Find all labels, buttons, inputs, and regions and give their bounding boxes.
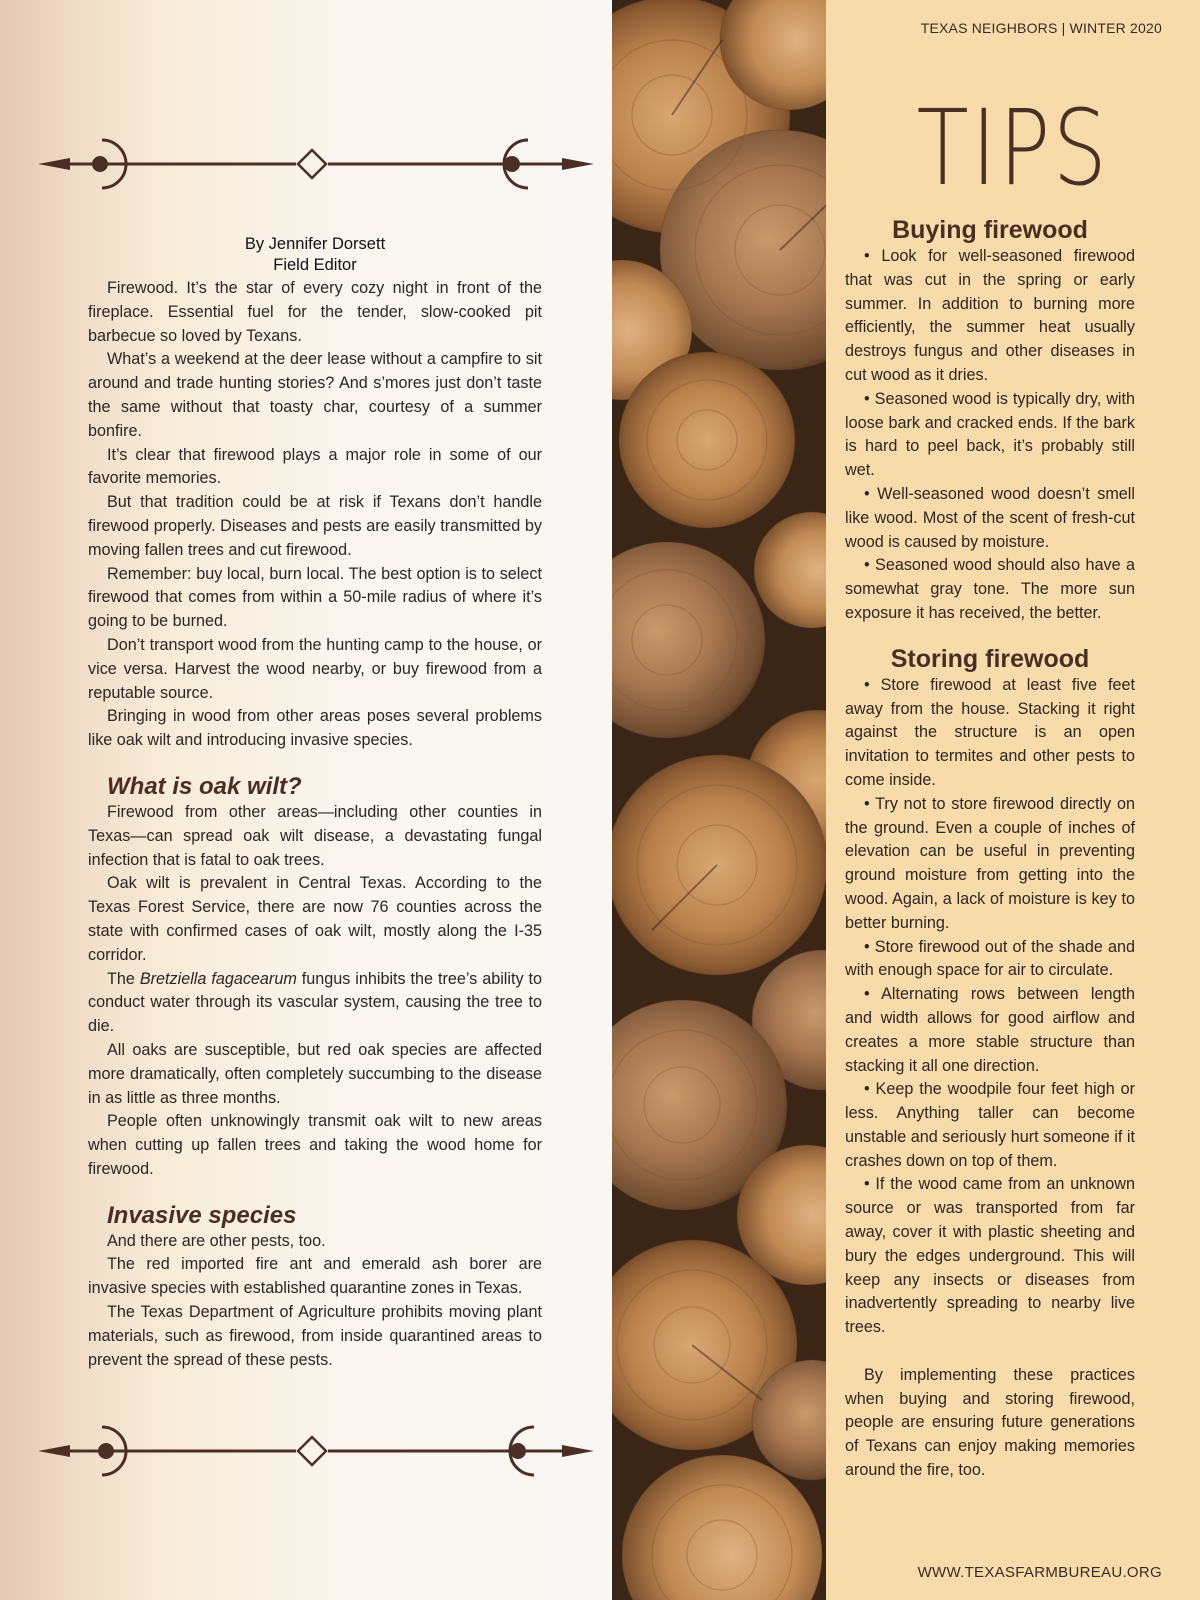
firewood-photo [612,0,826,1600]
tips-heading-storing: Storing firewood [890,644,1090,673]
article-paragraph: It’s clear that firewood plays a major role in some of our favorite memories. [88,445,542,488]
ornamental-divider-bottom [38,1421,594,1481]
tips-title: TIPS [916,87,1110,209]
tip-item: • Store firewood out of the shade and with enough space for air to circulate. [845,937,1135,980]
species-name: Bretziella fagacearum [139,969,297,988]
article-paragraph [88,968,542,1039]
article-paragraph: But that tradition could be at risk if Texans don’t handle firewood properly. Diseases and pests are easily transmitted by moving fallen trees and cut firewood. [88,493,542,559]
section-heading-oak-wilt: What is oak wilt? [107,772,302,800]
tip-item: • Look for well-seasoned firewood that was cut in the spring or early summer. In addition to burning more efficiently, the summer heat usually destroys fungus and other diseases in cut wood as it dries. [845,247,1135,384]
tips-column [826,0,1200,1600]
article-paragraph: Firewood. It’s the star of every cozy night in front of the fireplace. Essential fuel for the tender, slow-cooked pit barbecue so loved by Texans. [88,279,542,345]
tip-item: • Well-seasoned wood doesn’t smell like wood. Most of the scent of fresh-cut wood is caused by moisture. [845,484,1135,551]
article-paragraph: The red imported fire ant and emerald ash borer are invasive species with established quarantine zones in Texas. [88,1255,542,1298]
tips-body [845,215,1135,1483]
issue-masthead: TEXAS NEIGHBORS | WINTER 2020 [920,20,1162,36]
tips-heading-buying: Buying firewood [892,216,1088,244]
tip-item: • Store firewood at least five feet away from the house. Stacking it right against the structure is an open invitation to termites and other pests to come inside. [845,675,1135,789]
article-paragraph: Remember: buy local, burn local. The best option is to select firewood that comes from within a 50-mile radius of where it’s going to be burned. [88,564,542,631]
tip-item: • Seasoned wood should also have a somewhat gray tone. The more sun exposure it has received, the better. [845,556,1135,622]
tip-item: • If the wood came from an unknown source or was transported from far away, cover it with plastic sheeting and bury the edges underground. This will keep any insects or diseases from inadvertently spreading to nearby live trees. [845,1175,1135,1337]
byline [88,234,542,276]
tip-item: • Try not to store firewood directly on the ground. Even a couple of inches of elevation can be useful in preventing ground moisture from getting into the wood. Again, a lack of moisture is key to better burning. [845,794,1135,932]
text-run: The [107,969,140,988]
article-paragraph: Oak wilt is prevalent in Central Texas. According to the Texas Forest Service, there are now 76 counties across the state with confirmed cases of oak wilt, mostly along the I-35 corridor. [88,874,542,964]
article-paragraph: Bringing in wood from other areas poses several problems like oak wilt and introducing invasive species. [88,707,542,750]
article-paragraph: The Texas Department of Agriculture prohibits moving plant materials, such as firewood, from inside quarantined areas to prevent the spread of these pests. [88,1303,542,1369]
stacked-logs-image [612,0,826,1600]
closing-paragraph: By implementing these practices when buying and storing firewood, people are ensuring future generations of Texans can enjoy making memories around the fire, too. [845,1365,1135,1480]
tip-item: • Seasoned wood is typically dry, with loose bark and cracked ends. If the bark is hard to peel back, it’s probably still wet. [845,389,1135,480]
ornamental-divider-top [38,134,594,194]
article-paragraph: People often unknowingly transmit oak wilt to new areas when cutting up fallen trees and taking the wood home for firewood. [88,1112,542,1178]
text-run: fungus inhibits the tree’s ability to conduct water through its vascular system, causing the tree to die. [88,969,542,1036]
tip-item: • Alternating rows between length and width allows for good airflow and creates a more stable structure than stacking it all one direction. [845,985,1135,1075]
section-heading-invasive-species: Invasive species [107,1201,297,1229]
article-paragraph: And there are other pests, too. [107,1231,326,1250]
article-paragraph: All oaks are susceptible, but red oak species are affected more dramatically, often completely succumbing to the disease in as little as three months. [88,1040,542,1107]
byline-role: Field Editor [273,256,357,274]
article-paragraph: What’s a weekend at the deer lease without a campfire to sit around and trade hunting stories? And s’mores just don’t taste the same without that toasty char, courtesy of a summer bonfire. [88,350,542,440]
byline-author: By Jennifer Dorsett [244,235,386,253]
article-paragraph: Firewood from other areas—including other counties in Texas—can spread oak wilt disease, a devastating fungal infection that is fatal to oak trees. [88,802,542,869]
footer-website-link[interactable]: WWW.TEXASFARMBUREAU.ORG [917,1564,1162,1581]
article-body [88,277,542,1372]
article-paragraph: Don’t transport wood from the hunting camp to the house, or vice versa. Harvest the wood nearby, or buy firewood from a reputable source. [88,635,542,702]
tip-item: • Keep the woodpile four feet high or less. Anything taller can become unstable and seriously hurt someone if it crashes down on top of them. [845,1080,1135,1170]
